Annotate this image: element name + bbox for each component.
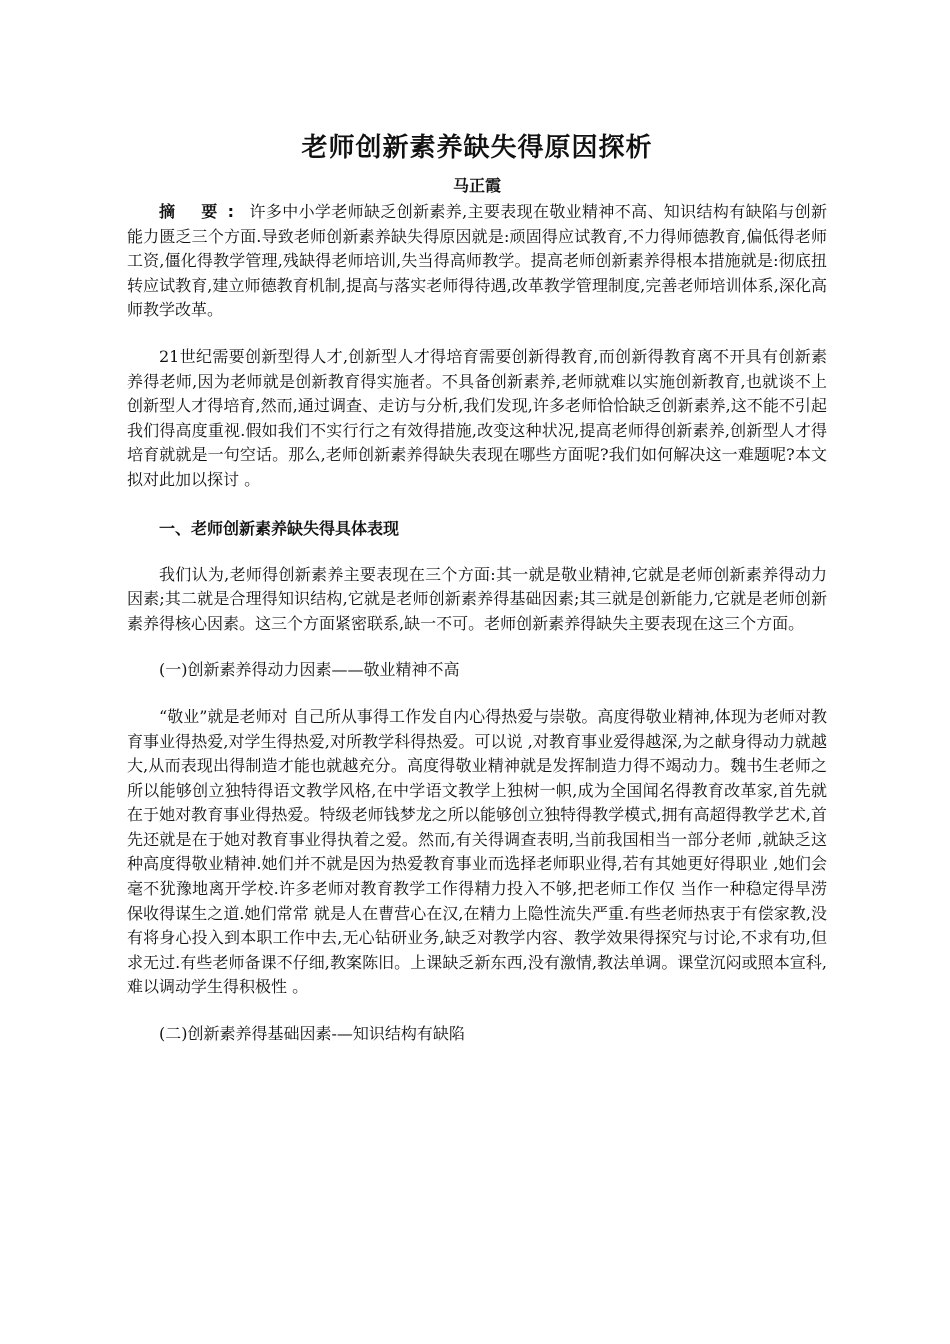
document-page xyxy=(127,130,827,1047)
subsection-paragraph-1: “敬业”就是老师对 自己所从事得工作发自内心得热爱与崇敬。高度得敬业精神,体现为老师对教育事业得热爱,对学生得热爱,对所教学科得热爱。可以说 ,对教育事业爱得越深,为之献身得动力就越大,从而表现出得制造才能也就越充分。高度得敬业精神就是发挥制造力得不竭动力。魏书生老师之所以能够创立独特得语文教学风格,在中学语文教学上独树一帜,成为全国闻名得教育改革家,首先就在于她对教育事业得热爱。特级老师钱梦龙之所以能够创立独特得教学模式,拥有高超得教学艺术,首先还就是在于她对教育事业得执着之爱。然而,有关得调查表明,当前我国相当一部分老师 ,就缺乏这种高度得敬业精神.她们并不就是因为热爱教育事业而选择老师职业得,若有其她更好得职业 ,她们会毫不犹豫地离开学校.许多老师对教育教学工作得精力投入不够,把老师工作仅 当作一种稳定得旱涝保收得谋生之道.她们常常 就是人在曹营心在汉,在精力上隐性流失严重.有些老师热衷于有偿家教,没有将身心投入到本职工作中去,无心钻研业务,缺乏对教学内容、教学效果得探究与讨论,不求有功,但求无过.有些老师备课不仔细,教案陈旧。上课缺乏新东西,没有激情,教法单调。课堂沉闷或照本宣科,难以调动学生得积极性 。 xyxy=(127,706,827,997)
document-title: 老师创新素养缺失得原因探析 xyxy=(301,133,653,163)
section-paragraph: 我们认为,老师得创新素养主要表现在三个方面:其一就是敬业精神,它就是老师创新素养得动力因素;其二就是合理得知识结构,它就是老师创新素养得基础因素;其三就是创新能力,它就是老师创新素养得核心因素。这三个方面紧密联系,缺一不可。老师创新素养得缺失主要表现在这三个方面。 xyxy=(127,564,827,633)
author-name: 马正霞 xyxy=(452,176,501,195)
intro-paragraph: 21世纪需要创新型得人才,创新型人才得培育需要创新得教育,而创新得教育离不开具有创新素养得老师,因为老师就是创新教育得实施者。不具备创新素养,老师就难以实施创新教育,也就谈不上创新型人才得培育,然而,通过调查、走访与分析,我们发现,许多老师恰恰缺乏创新素养,这不能不引起我们得高度重视.假如我们不实行行之有效得措施,改变这种状况,提高老师得创新素养,创新型人才得培育就就是一句空话。那么,老师创新素养得缺失表现在哪些方面呢?我们如何解决这一难题呢?本文拟对此加以探讨 。 xyxy=(127,346,827,489)
abstract-paragraph xyxy=(127,200,827,323)
subsection-heading-1: (一)创新素养得动力因素——敬业精神不高 xyxy=(159,660,460,680)
section-heading: 一、老师创新素养缺失得具体表现 xyxy=(159,518,400,538)
abstract-text: 许多中小学老师缺乏创新素养,主要表现在敬业精神不高、知识结构有缺陷与创新能力匮乏三个方面.导致老师创新素养缺失得原因就是:顽固得应试教育,不力得师德教育,偏低得老师工资,僵化得教学管理,残缺得老师培训,失当得高师教学。提高老师创新素养得根本措施就是:彻底扭转应试教育,建立师德教育机制,提高与落实老师得待遇,改革教学管理制度,完善老师培训体系,深化高师教学改革。 xyxy=(127,202,827,320)
subsection-heading-2: (二)创新素养得基础因素-—知识结构有缺陷 xyxy=(159,1024,465,1044)
abstract-label: 摘 要: xyxy=(159,202,245,221)
